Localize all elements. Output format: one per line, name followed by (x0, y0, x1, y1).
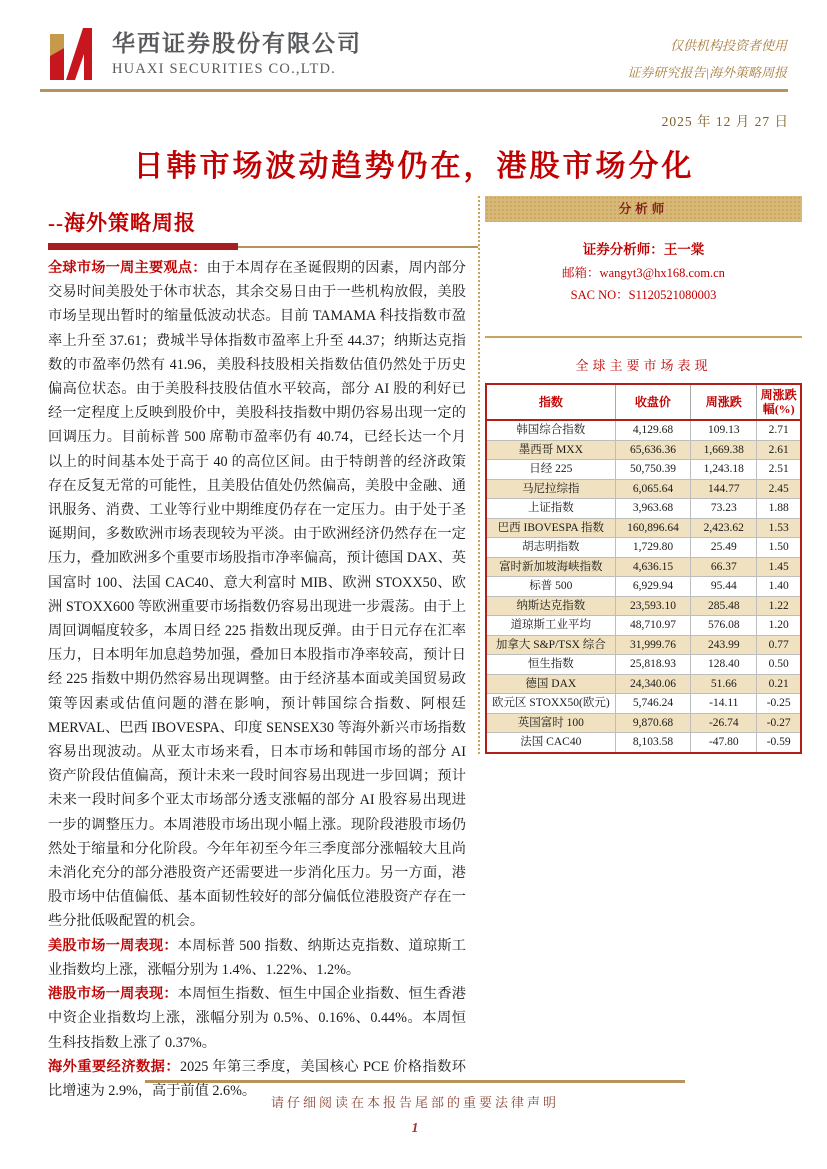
value-cell: 4,129.68 (615, 420, 691, 440)
header-divider (40, 89, 788, 92)
report-title: 日韩市场波动趋势仍在，港股市场分化 (133, 150, 695, 183)
table-row (486, 694, 801, 714)
header-right-block (627, 32, 787, 86)
us-market-lead: 美股市场一周表现： (48, 937, 178, 954)
value-cell: 2.45 (757, 479, 801, 499)
value-cell: 3,963.68 (615, 499, 691, 519)
value-cell: 8,103.58 (615, 733, 691, 753)
hk-market-text: 本周恒生指数、恒生中国企业指数、恒生香港中资企业指数均上涨，涨幅分别为 0.5%、0.16%、0.44%。本周恒生科技指数上涨了 0.37%。 (48, 986, 466, 1051)
table-row (486, 420, 801, 440)
table-row (486, 577, 801, 597)
value-cell: 25,818.93 (615, 655, 691, 675)
subtitle-red-bar (48, 243, 238, 250)
value-cell: 160,896.64 (615, 518, 691, 538)
analyst-box-title: 分析师 (485, 196, 802, 222)
viewpoint-text: 由于本周存在圣诞假期的因素，周内部分交易时间美股处于休市状态，其余交易日由于一些机构放假，美股市场呈现出暂时的缩量低波动状态。目前 TAMAMA 科技指数市盈率上升至 37.61；费城半导体指数市盈率上升至 44.37；纳斯达克指数的市盈率仍然有 41.96，美股科技股相关指数估值仍然处于历史偏高位状态。由于美股科技股估值水平较高，部分 AI 股的利好已经一定程度上反映到股价中，美股科技指数中期仍容易出现一定的回调压力。目前标普 500 席勒市盈率仍有 40.74，已经长达一个月以上的时间基本处于高于 40 的高位区间。由于特朗普的经济政策存在反复无常的可能性，且美股估值处仍然偏高，美股中金融、通讯服务、消费、工业等行业中期维度仍存在一定压力。由于处于圣诞期间，多数欧洲市场表现较为平淡。由于欧洲经济仍然存在一定压力，叠加欧洲多个重要市场股指市净率偏高，预计德国 DAX、英国富时 100、法国 CAC40、意大利富时 MIB、欧洲 STOXX50、欧洲 STOXX600 等欧洲重要市场指数仍容易出现进一步震荡。由于上周回调幅度较多，本周日经 225 指数出现反弹。由于日元存在汇率压力，日本明年加息趋势加强，叠加日本股指市净率较高，预计日经 225 指数中期仍然容易出现调整。由于经济基本面或美国贸易政策等因素或估值问题的潜在影响，预计韩国综合指数、阿根廷 MERVAL、巴西 IBOVESPA、印度 SENSEX30 等海外新兴市场指数容易出现波动。从亚太市场来看，日本市场和韩国市场的部分 AI 资产阶段估值偏高，预计未来一段时间容易出现进一步回调；预计未来一段时间多个亚太市场部分透支涨幅的部分 AI 股容易出现进一步的调整压力。本周港股市场出现小幅上涨。现阶段港股市场仍然处于缩量和分化阶段。今年年初至今年三季度部分涨幅较大且尚未消化充分的部分港股资产还需要进一步消化压力。另一方面，港股市场中估值偏低、基本面韧性较好的部分偏低位港股资产存在一些分批低吸配置的机会。 (48, 260, 466, 930)
overseas-data-lead: 海外重要经济数据： (48, 1058, 180, 1075)
index-name-cell: 胡志明指数 (486, 538, 615, 558)
value-cell: -47.80 (691, 733, 757, 753)
page-number: 1 (411, 1119, 419, 1135)
value-cell: 1.50 (757, 538, 801, 558)
analyst-box (485, 196, 802, 338)
market-table-title: 全球主要市场表现 (575, 358, 712, 373)
value-cell: 243.99 (691, 635, 757, 655)
value-cell: 1.45 (757, 557, 801, 577)
index-name-cell: 上证指数 (486, 499, 615, 519)
table-row (486, 499, 801, 519)
index-name-cell: 韩国综合指数 (486, 420, 615, 440)
report-date: 2025 年 12 月 27 日 (661, 114, 789, 129)
value-cell: 73.23 (691, 499, 757, 519)
value-cell: 5,746.24 (615, 694, 691, 714)
index-name-cell: 墨西哥 MXX (486, 440, 615, 460)
hk-market-lead: 港股市场一周表现： (48, 986, 178, 1003)
market-table-body (486, 420, 801, 753)
value-cell: 1.22 (757, 596, 801, 616)
value-cell: -0.25 (757, 694, 801, 714)
value-cell: 0.50 (757, 655, 801, 675)
analyst-email[interactable]: 邮箱：wangyt3@hx168.com.cn (562, 266, 725, 280)
index-name-cell: 德国 DAX (486, 674, 615, 694)
table-row (486, 674, 801, 694)
value-cell: 51.66 (691, 674, 757, 694)
analyst-sac-no: SAC NO：S1120521080003 (570, 288, 717, 302)
index-name-cell: 日经 225 (486, 460, 615, 480)
viewpoint-lead: 全球市场一周主要观点： (48, 260, 207, 276)
value-cell: 65,636.36 (615, 440, 691, 460)
value-cell: 1,729.80 (615, 538, 691, 558)
value-cell: 48,710.97 (615, 616, 691, 636)
value-cell: 1.88 (757, 499, 801, 519)
value-cell: 95.44 (691, 577, 757, 597)
index-name-cell: 纳斯达克指数 (486, 596, 615, 616)
index-name-cell: 马尼拉综指 (486, 479, 615, 499)
table-row (486, 655, 801, 675)
value-cell: 576.08 (691, 616, 757, 636)
col-header-pct: 周涨跌幅(%) (757, 384, 801, 420)
col-header-index: 指数 (486, 384, 615, 420)
market-table-head (486, 384, 801, 420)
company-name-cn: 华西证券股份有限公司 (112, 31, 362, 56)
us-market-section (48, 934, 466, 982)
index-name-cell: 巴西 IBOVESPA 指数 (486, 518, 615, 538)
main-text-column (48, 256, 466, 1103)
col-header-change: 周涨跌 (691, 384, 757, 420)
col-header-close: 收盘价 (615, 384, 691, 420)
table-row (486, 460, 801, 480)
index-name-cell: 加拿大 S&P/TSX 综合 (486, 635, 615, 655)
index-name-cell: 标普 500 (486, 577, 615, 597)
legal-disclaimer: 请仔细阅读在本报告尾部的重要法律声明 (270, 1094, 559, 1110)
value-cell: 144.77 (691, 479, 757, 499)
value-cell: 2.51 (757, 460, 801, 480)
page-footer (145, 1080, 685, 1136)
index-name-cell: 法国 CAC40 (486, 733, 615, 753)
value-cell: 0.21 (757, 674, 801, 694)
value-cell: 9,870.68 (615, 713, 691, 733)
weekly-viewpoint-paragraph (48, 256, 466, 934)
table-row (486, 518, 801, 538)
value-cell: 128.40 (691, 655, 757, 675)
index-name-cell: 英国富时 100 (486, 713, 615, 733)
company-name-en: HUAXI SECURITIES CO.,LTD. (112, 61, 337, 77)
table-row (486, 557, 801, 577)
investor-notice: 仅供机构投资者使用 (669, 38, 787, 53)
table-header-row (486, 384, 801, 420)
value-cell: -0.59 (757, 733, 801, 753)
value-cell: 2,423.62 (691, 518, 757, 538)
table-row (486, 635, 801, 655)
table-row (486, 733, 801, 753)
index-name-cell: 恒生指数 (486, 655, 615, 675)
value-cell: 109.13 (691, 420, 757, 440)
index-name-cell: 道琼斯工业平均 (486, 616, 615, 636)
report-type: 证券研究报告|海外策略周报 (627, 65, 787, 80)
value-cell: 1.53 (757, 518, 801, 538)
value-cell: 6,929.94 (615, 577, 691, 597)
table-row (486, 440, 801, 460)
value-cell: 0.77 (757, 635, 801, 655)
value-cell: -0.27 (757, 713, 801, 733)
value-cell: -26.74 (691, 713, 757, 733)
value-cell: 6,065.64 (615, 479, 691, 499)
hk-market-section (48, 982, 466, 1055)
subtitle-gold-line (238, 246, 478, 248)
value-cell: 1,243.18 (691, 460, 757, 480)
value-cell: 24,340.06 (615, 674, 691, 694)
analyst-box-body (485, 222, 802, 336)
global-market-table (485, 383, 802, 754)
table-row (486, 596, 801, 616)
overseas-data-text: 2025 年第三季度，美国核心 PCE 价格指数环比增速为 2.9%，高于前值 2.6%。 (48, 1058, 466, 1099)
table-row (486, 616, 801, 636)
value-cell: 25.49 (691, 538, 757, 558)
sidebar-column (478, 196, 802, 754)
value-cell: -14.11 (691, 694, 757, 714)
report-subtitle: --海外策略周报 (48, 211, 196, 235)
value-cell: 66.37 (691, 557, 757, 577)
company-name-block (112, 29, 362, 79)
value-cell: 4,636.15 (615, 557, 691, 577)
value-cell: 50,750.39 (615, 460, 691, 480)
huaxi-logo-icon (46, 26, 112, 82)
value-cell: 1.20 (757, 616, 801, 636)
index-name-cell: 富时新加坡海峡指数 (486, 557, 615, 577)
value-cell: 31,999.76 (615, 635, 691, 655)
analyst-name: 证券分析师：王一棠 (582, 242, 705, 257)
table-row (486, 538, 801, 558)
value-cell: 2.61 (757, 440, 801, 460)
value-cell: 1.40 (757, 577, 801, 597)
table-row (486, 479, 801, 499)
footer-divider (145, 1080, 685, 1083)
value-cell: 23,593.10 (615, 596, 691, 616)
company-logo-block (46, 26, 362, 82)
index-name-cell: 欧元区 STOXX50(欧元) (486, 694, 615, 714)
value-cell: 2.71 (757, 420, 801, 440)
value-cell: 1,669.38 (691, 440, 757, 460)
us-market-text: 本周标普 500 指数、纳斯达克指数、道琼斯工业指数均上涨，涨幅分别为 1.4%、1.22%、1.2%。 (48, 937, 466, 978)
table-row (486, 713, 801, 733)
value-cell: 285.48 (691, 596, 757, 616)
